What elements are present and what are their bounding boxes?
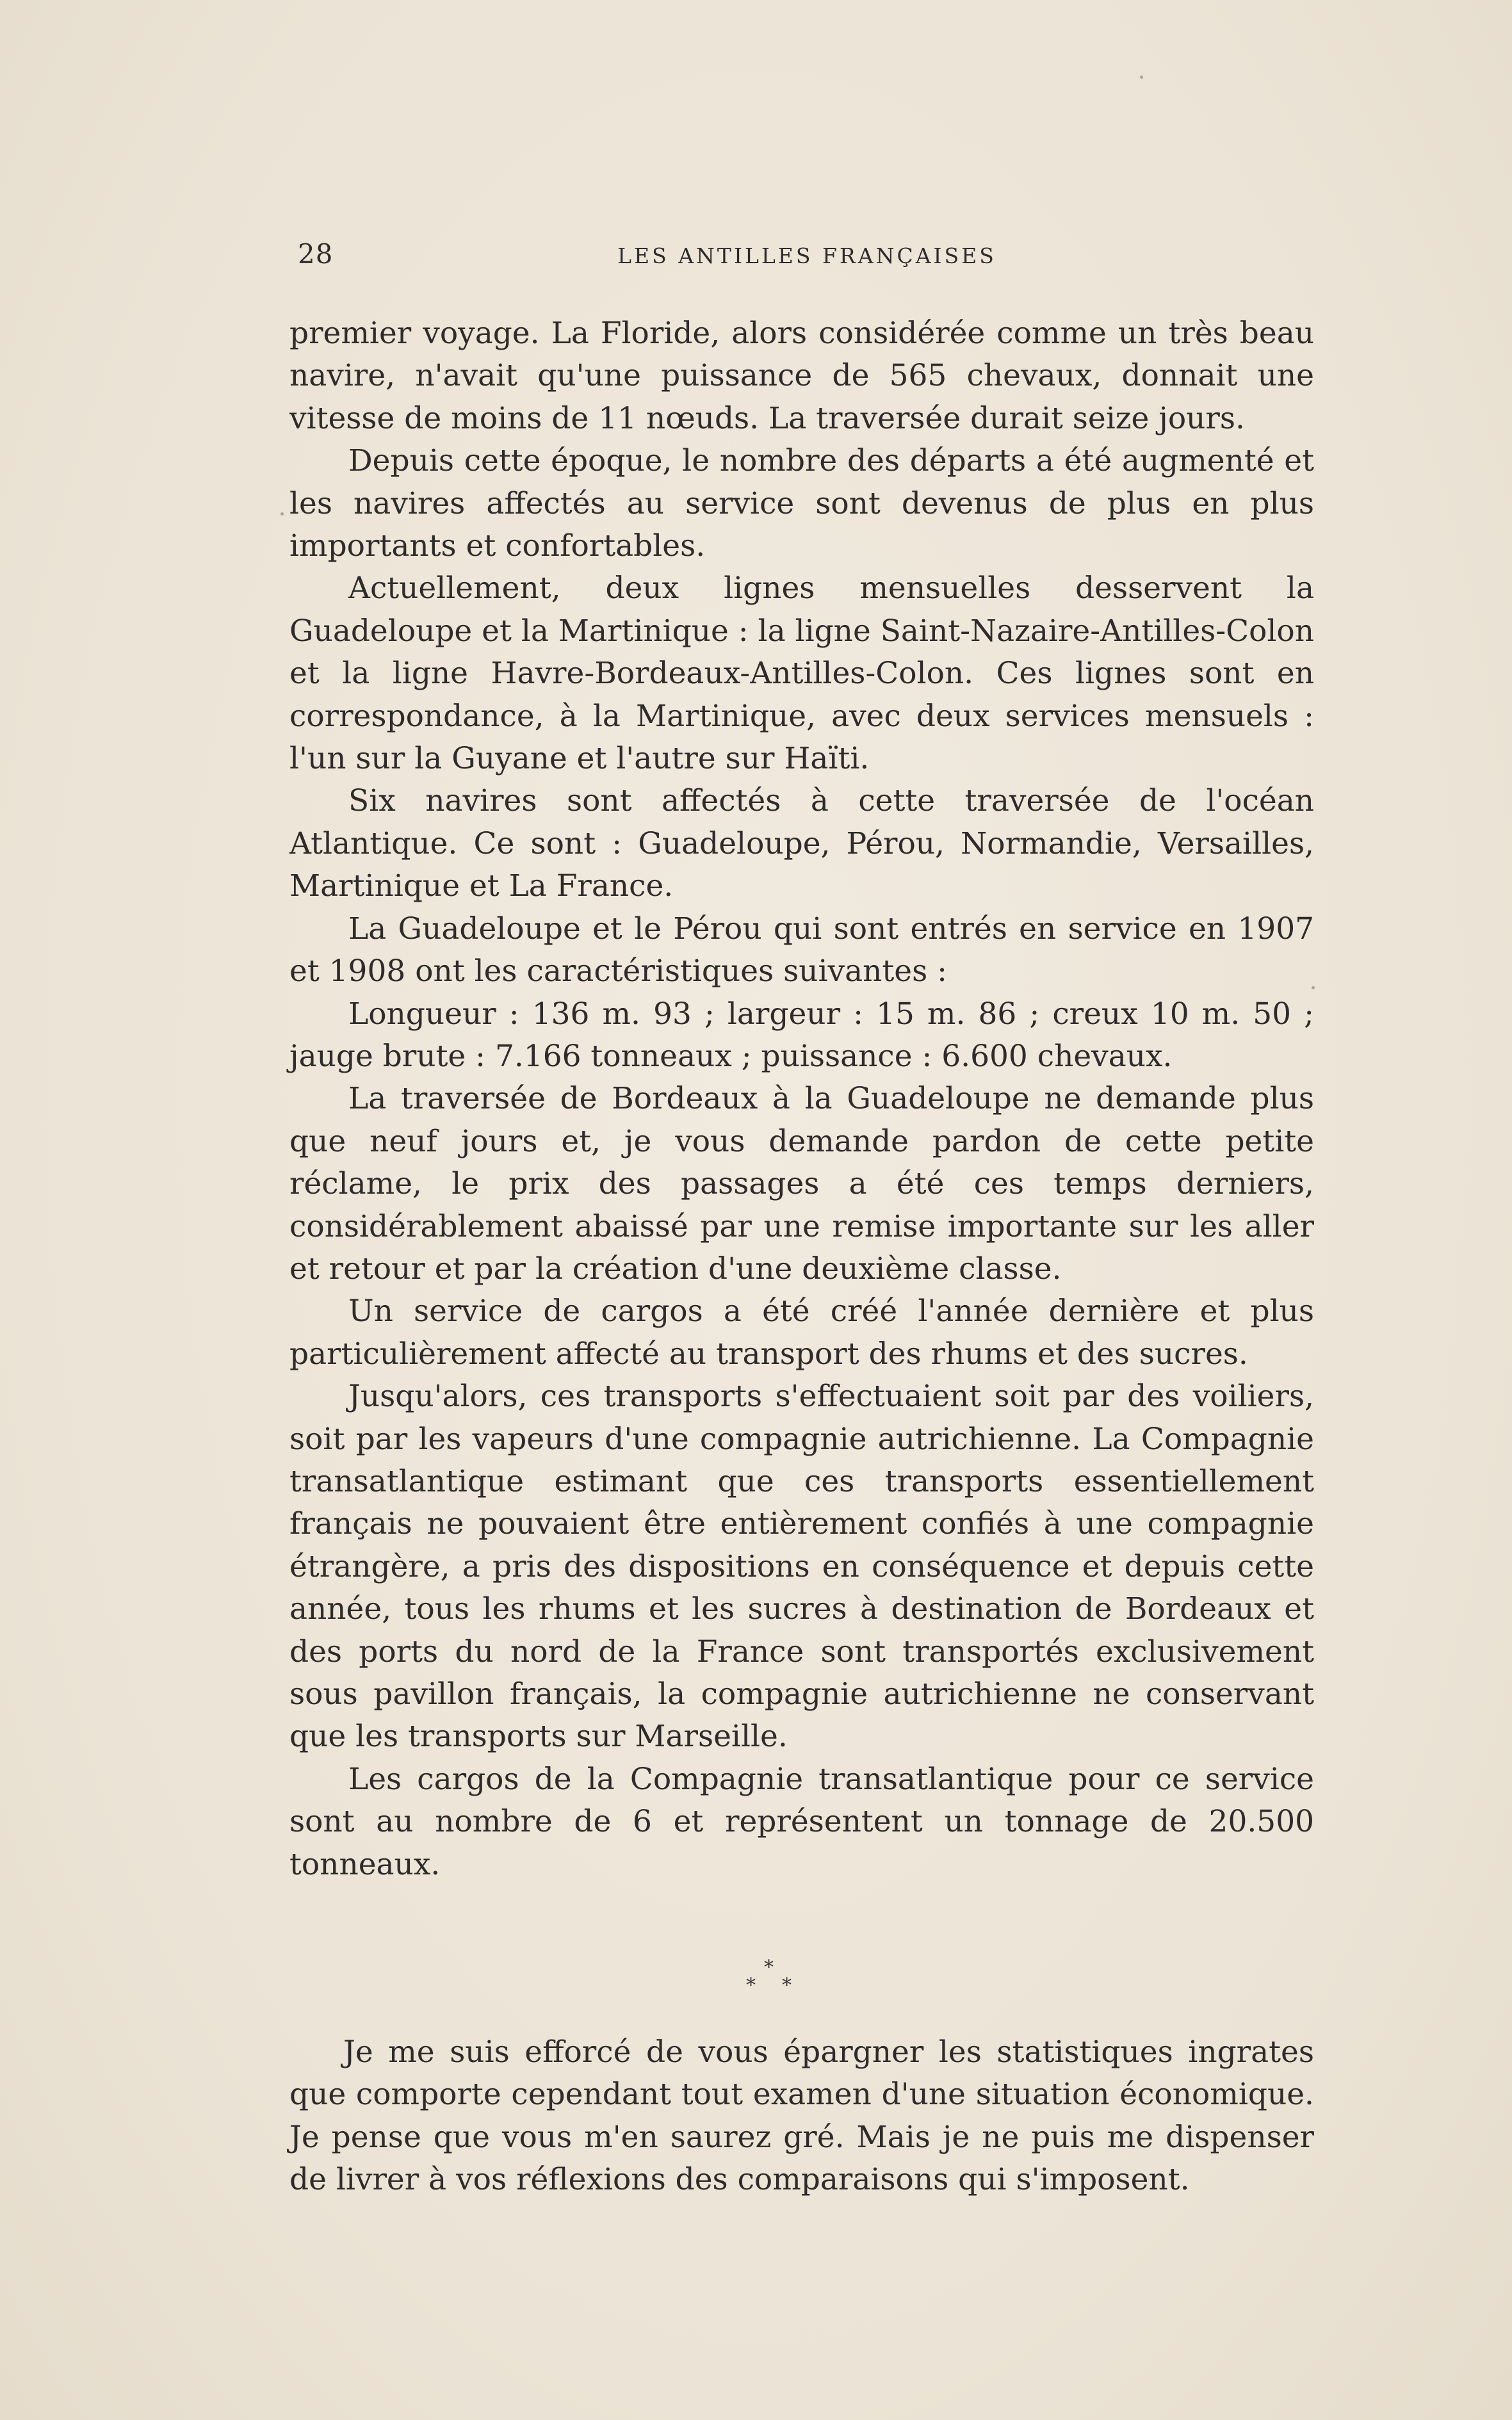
paragraph: Longueur : 136 m. 93 ; largeur : 15 m. 86 ; creux 10 m. 50 ; jauge brute : 7.166 tonneaux ; puissance : 6.600 chevaux.	[289, 996, 1314, 1074]
paragraph: Depuis cette époque, le nombre des départs a été augmenté et les navires affectés au service sont devenus de plus en plus importants et confortables.	[289, 443, 1314, 564]
paper-speck	[1140, 76, 1143, 79]
paragraph: Actuellement, deux lignes mensuelles desservent la Guadeloupe et la Martinique : la ligne Saint-Nazaire-Antilles-Colon et la ligne Havre-Bordeaux-Antilles-Colon. Ces lignes sont en correspondance, à la Martinique, avec deux services mensuels : l'un sur la Guyane et l'autre sur Haïti.	[289, 571, 1314, 777]
page-header	[298, 238, 1316, 277]
paragraph: premier voyage. La Floride, alors considérée comme un très beau navire, n'avait qu'une puissance de 565 chevaux, donnait une vitesse de moins de 11 nœuds. La traversée durait seize jours.	[289, 316, 1314, 436]
paper-speck	[1312, 986, 1315, 989]
paragraph: La traversée de Bordeaux à la Guadeloupe ne demande plus que neuf jours et, je vous demande pardon de cette petite réclame, le prix des passages a été ces temps derniers, considérablement abaissé par une remise importante sur les aller et retour et par la création d'une deuxième classe.	[289, 1081, 1314, 1287]
paragraph: Les cargos de la Compagnie transatlantique pour ce service sont au nombre de 6 et représentent un tonnage de 20.500 tonneaux.	[289, 1761, 1314, 1882]
running-title: LES ANTILLES FRANÇAISES	[617, 243, 996, 268]
body-text	[289, 313, 1314, 1886]
paragraph: Jusqu'alors, ces transports s'effectuaient soit par des voiliers, soit par les vapeurs d'une compagnie autrichienne. La Compagnie transatlantique estimant que ces transports essentiellement français ne pouvaient être entièrement confiés à une compagnie étrangère, a pris des dispositions en conséquence et depuis cette année, tous les rhums et les sucres à destination de Bordeaux et des ports du nord de la France sont transportés exclusivement sous pavillon français, la compagnie autrichienne ne conservant que les transports sur Marseille.	[289, 1379, 1314, 1755]
asterism-divider	[733, 1956, 810, 2001]
paragraph: Je me suis efforcé de vous épargner les statistiques ingrates que comporte cependant tout examen d'une situation économique. Je pense que vous m'en saurez gré. Mais je ne puis me dispenser de livrer à vos réflexions des comparaisons qui s'imposent.	[289, 2034, 1314, 2198]
closing-text	[289, 2031, 1314, 2202]
asterism-star: *	[746, 1974, 756, 1997]
page-number: 28	[298, 238, 334, 270]
paragraph: Un service de cargos a été créé l'année dernière et plus particulièrement affecté au transport des rhums et des sucres.	[289, 1294, 1314, 1372]
paper-speck	[280, 512, 284, 516]
asterism-star: *	[764, 1956, 774, 1979]
paragraph: Six navires sont affectés à cette traversée de l'océan Atlantique. Ce sont : Guadeloupe, Pérou, Normandie, Versailles, Martinique et La France.	[289, 783, 1314, 904]
asterism-star: *	[782, 1974, 792, 1997]
paragraph: La Guadeloupe et le Pérou qui sont entrés en service en 1907 et 1908 ont les caractéristiques suivantes :	[289, 911, 1314, 989]
